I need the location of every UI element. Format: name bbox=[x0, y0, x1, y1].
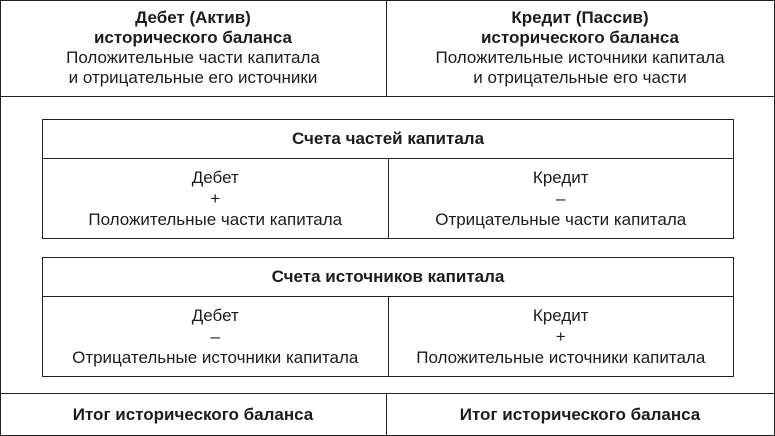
header-bottom-line bbox=[0, 96, 775, 97]
debit-header-subtitle: исторического баланса bbox=[93, 28, 292, 47]
capital-parts-credit bbox=[389, 159, 734, 238]
capital-parts-debit-label: Дебет bbox=[191, 168, 239, 187]
capital-parts-credit-label: Кредит bbox=[532, 168, 589, 187]
capital-parts-title: Счета частей капитала bbox=[43, 120, 733, 159]
debit-header-title: Дебет (Актив) bbox=[135, 8, 251, 27]
capital-sources-debit-label: Дебет bbox=[191, 306, 239, 325]
debit-header-line1: Положительные части капитала bbox=[66, 48, 320, 67]
capital-sources-credit-label: Кредит bbox=[532, 306, 589, 325]
capital-sources-debit-sign: – bbox=[210, 327, 220, 346]
capital-sources-box bbox=[42, 257, 734, 377]
capital-sources-credit-text: Положительные источники капитала bbox=[416, 348, 706, 367]
capital-parts-box bbox=[42, 119, 734, 239]
capital-parts-credit-text: Отрицательные части капитала bbox=[435, 210, 687, 229]
capital-sources-credit-sign: + bbox=[555, 327, 566, 346]
capital-sources-debit-text: Отрицательные источники капитала bbox=[72, 348, 359, 367]
capital-sources-credit bbox=[389, 297, 734, 376]
debit-header-line2: и отрицательные его источники bbox=[68, 68, 318, 87]
credit-header-subtitle: исторического баланса bbox=[480, 28, 679, 47]
capital-sources-title: Счета источников капитала bbox=[43, 258, 733, 297]
capital-parts-credit-sign: – bbox=[556, 189, 566, 208]
credit-header bbox=[387, 0, 773, 96]
capital-parts-debit-text: Положительные части капитала bbox=[88, 210, 343, 229]
debit-total: Итог исторического баланса bbox=[72, 404, 314, 424]
capital-sources-debit bbox=[43, 297, 389, 376]
capital-parts-debit-sign: + bbox=[210, 189, 221, 208]
credit-total: Итог исторического баланса bbox=[459, 404, 701, 424]
capital-parts-debit bbox=[43, 159, 389, 238]
credit-header-line1: Положительные источники капитала bbox=[435, 48, 725, 67]
credit-header-title: Кредит (Пассив) bbox=[511, 8, 649, 27]
debit-header bbox=[0, 0, 386, 96]
credit-header-line2: и отрицательные его части bbox=[473, 68, 687, 87]
